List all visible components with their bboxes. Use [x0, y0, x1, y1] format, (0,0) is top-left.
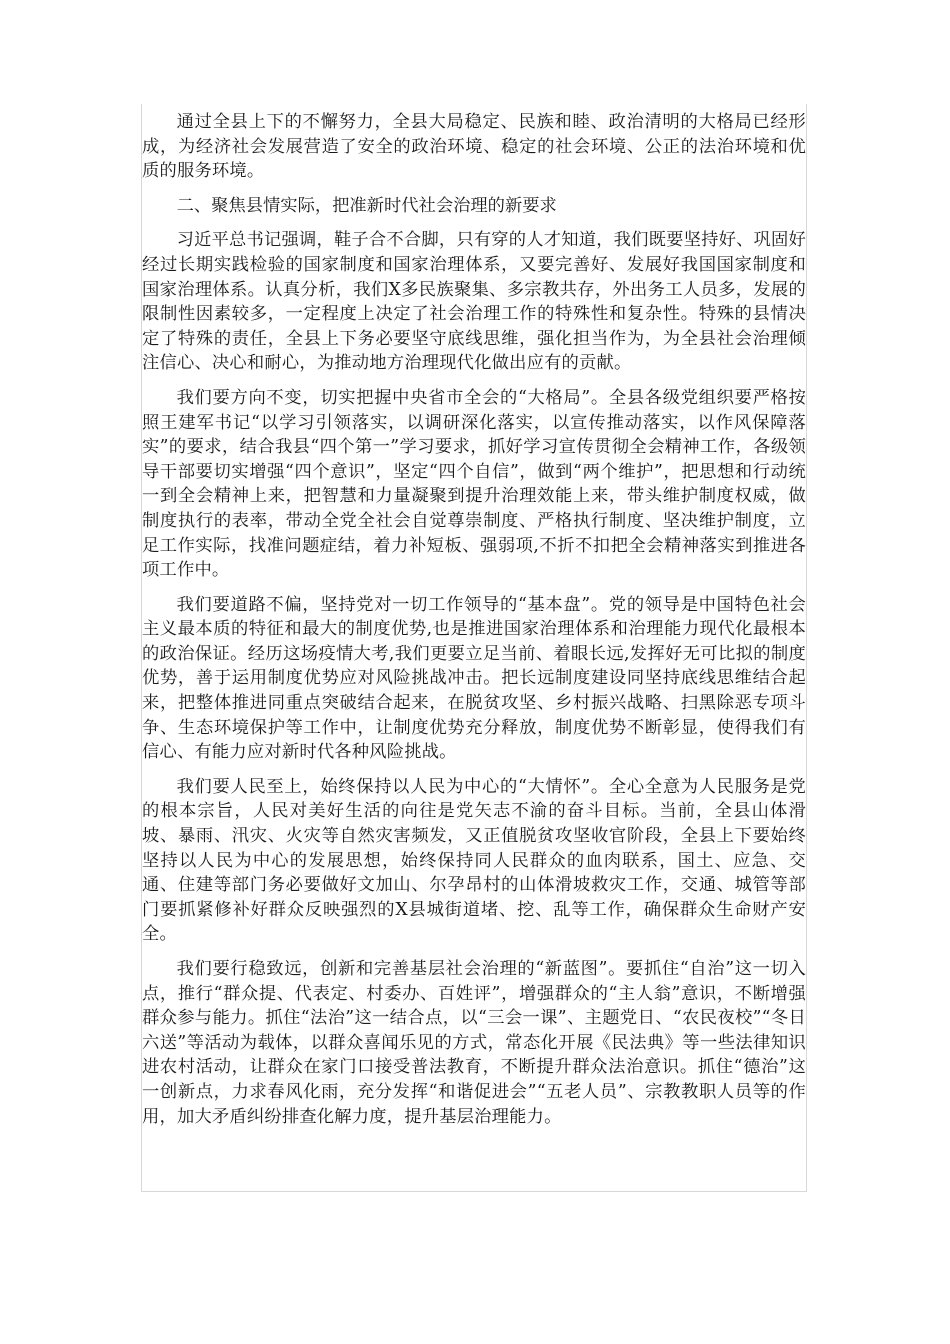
paragraph-blueprint: 我们要行稳致远，创新和完善基层社会治理的“新蓝图”。要抓住“自治”这一切入点，推行“群众提、代表定、村委办、百姓评”，增强群众的“主人翁”意识，不断增强群众参与能力。抓住“法治”这一结合点，以“三会一课”、主题党日、“农民夜校”“冬日六送”等活动为载体，以群众喜闻乐见的方式，常态化开展《民法典》等一些法律知识进农村活动，让群众在家门口接受普法教育，不断提升群众法治意识。抓住“德治”这一创新点，力求春风化雨，充分发挥“和谐促进会”“五老人员”、宗教教职人员等的作用，加大矛盾纠纷排查化解力度，提升基层治理能力。 — [142, 959, 806, 1127]
document-body — [142, 110, 806, 1139]
paragraph-road: 我们要道路不偏，坚持党对一切工作领导的“基本盘”。党的领导是中国特色社会主义最本质的特征和最大的制度优势,也是推进国家治理体系和治理能力现代化最根本的政治保证。经历这场疫情大考,我们更要立足当前、着眼长远,发挥好无可比拟的制度优势，善于运用制度优势应对风险挑战冲击。把长远制度建设同坚持底线思维结合起来，把整体推进同重点突破结合起来，在脱贫攻坚、乡村振兴战略、扫黑除恶专项斗争、生态环境保护等工作中，让制度优势充分释放，制度优势不断彰显，使得我们有信心、有能力应对新时代各种风险挑战。 — [142, 594, 806, 763]
paragraph-direction: 我们要方向不变，切实把握中央省市全会的“大格局”。全县各级党组织要严格按照王建军书记“以学习引领落实，以调研深化落实，以宣传推动落实，以作风保障落实”的要求，结合我县“四个第一”学习要求，抓好学习宣传贯彻全会精神工作，各级领导干部要切实增强“四个意识”，坚定“四个自信”，做到“两个维护”，把思想和行动统一到全会精神上来，把智慧和力量凝聚到提升治理效能上来，带头维护制度权威，做制度执行的表率，带动全党全社会自觉尊崇制度、严格执行制度、坚决维护制度，立足工作实际，找准问题症结，着力补短板、强弱项,不折不扣把全会精神落实到推进各项工作中。 — [142, 387, 806, 581]
paragraph-county-situation: 习近平总书记强调，鞋子合不合脚，只有穿的人才知道，我们既要坚持好、巩固好经过长期实践检验的国家制度和国家治理体系，又要完善好、发展好我国国家制度和国家治理体系。认真分析，我们X多民族聚集、多宗教共存，外出务工人员多，发展的限制性因素较多，一定程度上决定了社会治理工作的特殊性和复杂性。特殊的县情决定了特殊的责任，全县上下务必要坚守底线思维，强化担当作为，为全县社会治理倾注信心、决心和耐心，为推动地方治理现代化做出应有的贡献。 — [142, 230, 806, 374]
section-heading: 二、聚焦县情实际，把准新时代社会治理的新要求 — [176, 195, 557, 216]
paragraph-intro: 通过全县上下的不懈努力，全县大局稳定、民族和睦、政治清明的大格局已经形成，为经济社会发展营造了安全的政治环境、稳定的社会环境、公正的法治环境和优质的服务环境。 — [142, 112, 806, 182]
paragraph-people: 我们要人民至上，始终保持以人民为中心的“大情怀”。全心全意为人民服务是党的根本宗旨，人民对美好生活的向往是党矢志不渝的奋斗目标。当前，全县山体滑坡、暴雨、汛灾、火灾等自然灾害频发，又正值脱贫攻坚收官阶段，全县上下要始终坚持以人民为中心的发展思想，始终保持同人民群众的血肉联系，国土、应急、交通、住建等部门务必要做好文加山、尔孕昂村的山体滑坡救灾工作，交通、城管等部门要抓紧修补好群众反映强烈的X县城街道堵、挖、乱等工作，确保群众生命财产安全。 — [142, 776, 806, 945]
